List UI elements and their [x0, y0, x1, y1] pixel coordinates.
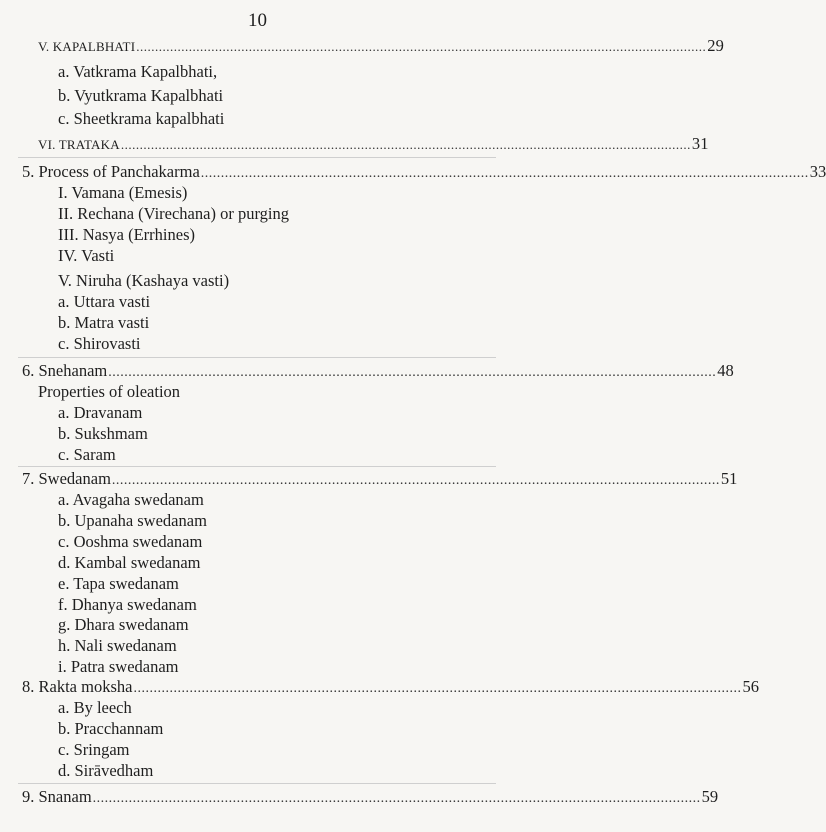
toc-entry-page: 59: [701, 787, 719, 806]
toc-entry-kapalbhati[interactable]: [38, 36, 725, 56]
toc-subitem: c. Sheetkrama kapalbhati: [58, 109, 225, 128]
toc-entry-swedanam[interactable]: [22, 469, 738, 489]
toc-entry-title: 7. Swedanam: [22, 469, 111, 488]
section-divider: [18, 357, 496, 358]
dot-leader: ........................................................................................................................................................: [133, 681, 742, 696]
toc-subitem: d. Kambal swedanam: [58, 553, 201, 572]
dot-leader: ........................................................................................................................................................: [120, 137, 691, 152]
page-number: 10: [248, 10, 267, 31]
toc-entry-title: 6. Snehanam: [22, 361, 108, 380]
toc-subitem: g. Dhara swedanam: [58, 615, 189, 634]
toc-entry-rakta-moksha[interactable]: [22, 677, 759, 697]
toc-entry-page: 48: [717, 361, 734, 380]
toc-entry-snanam[interactable]: [22, 787, 719, 807]
toc-subitem: c. Shirovasti: [58, 334, 141, 353]
toc-entry-trataka[interactable]: [38, 134, 709, 154]
toc-entry-title: 8. Rakta moksha: [22, 677, 133, 696]
toc-subitem: II. Rechana (Virechana) or purging: [58, 204, 289, 223]
toc-entry-page: 29: [707, 36, 725, 55]
toc-subitem: e. Tapa swedanam: [58, 574, 179, 593]
toc-subitem: d. Sirāvedham: [58, 761, 154, 780]
section-divider: [18, 783, 496, 784]
toc-subitem: b. Matra vasti: [58, 313, 150, 332]
dot-leader: ........................................................................................................................................................: [200, 166, 809, 181]
toc-subitem: b. Sukshmam: [58, 424, 148, 443]
toc-entry-page: 56: [742, 677, 759, 696]
toc-entry-title: 5. Process of Panchakarma: [22, 162, 200, 181]
toc-subheading: Properties of oleation: [38, 382, 181, 401]
toc-subitem: a. Avagaha swedanam: [58, 490, 204, 509]
toc-subitem: a. Uttara vasti: [58, 292, 151, 311]
toc-subitem: c. Saram: [58, 445, 116, 464]
toc-subitem: a. Vatkrama Kapalbhati,: [58, 62, 218, 81]
toc-entry-title: V. KAPALBHATI: [38, 39, 136, 54]
dot-leader: ........................................................................................................................................................: [111, 473, 720, 488]
toc-subitem: f. Dhanya swedanam: [58, 595, 197, 614]
toc-entry-page: 33: [809, 162, 826, 181]
toc-subitem: V. Niruha (Kashaya vasti): [58, 271, 230, 290]
toc-subitem: III. Nasya (Errhines): [58, 225, 195, 244]
toc-subitem: a. Dravanam: [58, 403, 143, 422]
dot-leader: ........................................................................................................................................................: [136, 39, 707, 54]
toc-entry-snehanam[interactable]: [22, 361, 734, 381]
toc-subitem: c. Sringam: [58, 740, 130, 759]
toc-entry-panchakarma[interactable]: [22, 162, 826, 182]
toc-entry-page: 31: [691, 134, 709, 153]
toc-subitem: c. Ooshma swedanam: [58, 532, 203, 551]
toc-subitem: i. Patra swedanam: [58, 657, 179, 676]
section-divider: [18, 157, 496, 158]
dot-leader: ........................................................................................................................................................: [92, 791, 701, 806]
toc-subitem: IV. Vasti: [58, 246, 115, 265]
toc-subitem: b. Upanaha swedanam: [58, 511, 207, 530]
dot-leader: ........................................................................................................................................................: [108, 365, 717, 380]
toc-subitem: I. Vamana (Emesis): [58, 183, 188, 202]
toc-subitem: h. Nali swedanam: [58, 636, 177, 655]
toc-entry-page: 51: [720, 469, 738, 488]
section-divider: [18, 466, 496, 467]
toc-entry-title: VI. TRATAKA: [38, 137, 120, 152]
toc-entry-title: 9. Snanam: [22, 787, 92, 806]
toc-subitem: b. Vyutkrama Kapalbhati: [58, 86, 224, 105]
toc-subitem: b. Pracchannam: [58, 719, 164, 738]
toc-subitem: a. By leech: [58, 698, 132, 717]
